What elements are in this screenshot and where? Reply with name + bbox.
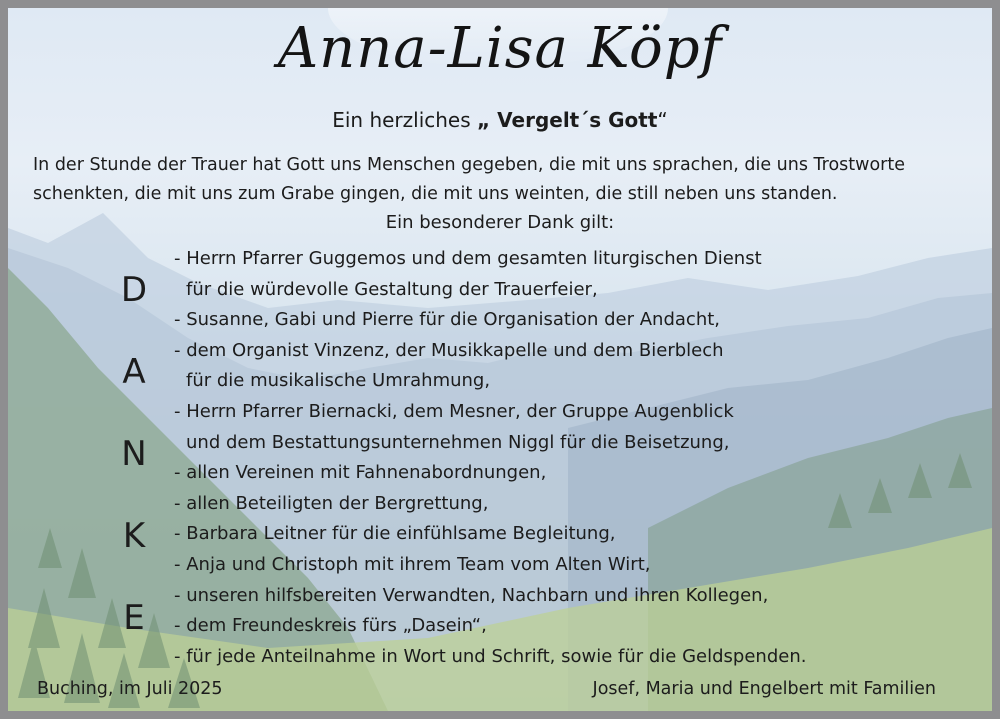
danke-vertical-word	[104, 270, 164, 680]
thanks-item: - Herrn Pfarrer Biernacki, dem Mesner, der Gruppe Augenblick	[174, 400, 734, 422]
danke-letter: N	[121, 434, 147, 474]
thanks-item-continuation: und dem Bestattungsunternehmen Niggl für die Beisetzung,	[186, 431, 730, 453]
danke-letter: A	[122, 352, 146, 392]
danke-letter: D	[120, 270, 148, 310]
place-date: Buching, im Juli 2025	[37, 679, 223, 699]
subtitle	[8, 108, 992, 132]
thanks-item: - allen Beteiligten der Bergrettung,	[174, 492, 489, 514]
deceased-name-title: Anna-Lisa Köpf	[277, 16, 723, 81]
thanks-item: - allen Vereinen mit Fahnenabordnungen,	[174, 462, 547, 484]
danke-letter: E	[123, 598, 145, 638]
special-thanks-heading: Ein besonderer Dank gilt:	[385, 212, 615, 233]
thanks-item: - Susanne, Gabi und Pierre für die Organisation der Andacht,	[174, 309, 721, 331]
thanks-item: - dem Freundeskreis fürs „Dasein“,	[174, 615, 487, 637]
thanks-item-continuation: für die würdevolle Gestaltung der Trauerfeier,	[186, 278, 598, 300]
thanks-item-continuation: für die musikalische Umrahmung,	[186, 370, 491, 392]
thanks-item: - Herrn Pfarrer Guggemos und dem gesamten liturgischen Dienst	[174, 248, 762, 269]
intro-line: schenkten, die mit uns zum Grabe gingen, die mit uns weinten, die still neben uns standen.	[33, 184, 838, 204]
subtitle-close-quote: “	[657, 108, 668, 132]
family-signature: Josef, Maria und Engelbert mit Familien	[592, 679, 936, 699]
thanks-item: - dem Organist Vinzenz, der Musikkapelle und dem Bierblech	[174, 339, 724, 361]
thanks-item: - für jede Anteilnahme in Wort und Schrift, sowie für die Geldspenden.	[174, 645, 807, 667]
thanks-item: - Barbara Leitner für die einfühlsame Begleitung,	[174, 523, 616, 545]
thanks-item: - Anja und Christoph mit ihrem Team vom Alten Wirt,	[174, 553, 651, 575]
intro-line: In der Stunde der Trauer hat Gott uns Menschen gegeben, die mit uns sprachen, die uns Trostworte	[33, 155, 905, 175]
thanks-item: - unseren hilfsbereiten Verwandten, Nachbarn und ihren Kollegen,	[174, 584, 769, 606]
danke-letter: K	[122, 516, 146, 556]
thanks-list	[174, 244, 974, 672]
subtitle-open-quote: „	[477, 108, 498, 132]
subtitle-prefix: Ein herzliches	[332, 108, 478, 132]
subtitle-emphasis: Vergelt´s Gott	[497, 108, 658, 132]
intro-paragraph	[33, 151, 983, 209]
